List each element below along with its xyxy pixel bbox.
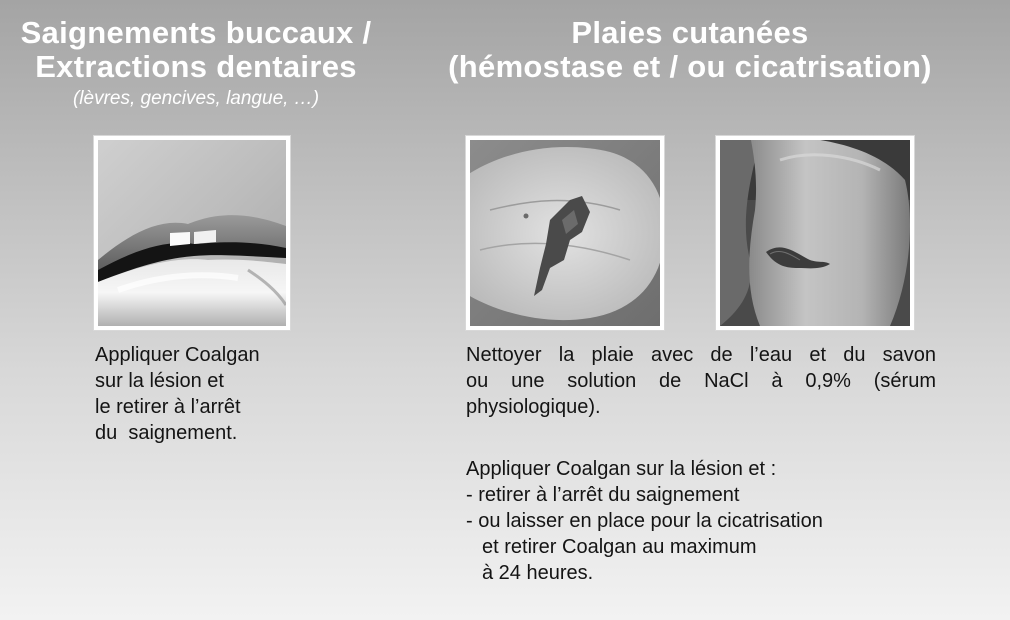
lips-photo	[94, 136, 290, 330]
skin-title-line-2: (hémostase et / ou cicatrisation)	[448, 49, 932, 84]
mouth-section-title	[0, 16, 392, 84]
mouth-title-line-2: Extractions dentaires	[35, 49, 357, 84]
cleaning-instruction-line: Nettoyer la plaie avec de l’eau et du savon	[466, 344, 936, 366]
mouth-instruction-line: du saignement.	[95, 422, 238, 444]
mouth-instruction-line: le retirer à l’arrêt	[95, 396, 241, 418]
skin-wounds-section-title	[430, 16, 950, 84]
application-instructions	[466, 456, 966, 586]
cleaning-instruction-line: ou une solution de NaCl à 0,9% (sérum	[466, 370, 936, 392]
application-instruction-line: Appliquer Coalgan sur la lésion et :	[466, 458, 777, 480]
skin-title-line-1: Plaies cutanées	[571, 15, 809, 50]
mouth-section-subtitle: (lèvres, gencives, langue, …)	[72, 88, 320, 109]
application-instruction-line: - retirer à l’arrêt du saignement	[466, 484, 740, 506]
knee-wound-photo	[716, 136, 914, 330]
mouth-instruction-line: sur la lésion et	[95, 370, 224, 392]
application-instruction-line: - ou laisser en place pour la cicatrisation	[466, 510, 823, 532]
application-instruction-line: à 24 heures.	[482, 562, 594, 584]
application-instruction-line: et retirer Coalgan au maximum	[482, 536, 757, 558]
palm-wound-photo	[466, 136, 664, 330]
mouth-title-line-1: Saignements buccaux /	[20, 15, 372, 50]
cleaning-instructions	[466, 342, 936, 420]
mouth-instructions	[95, 342, 395, 446]
mouth-instruction-line: Appliquer Coalgan	[95, 344, 260, 366]
cleaning-instruction-line: physiologique).	[466, 396, 601, 418]
